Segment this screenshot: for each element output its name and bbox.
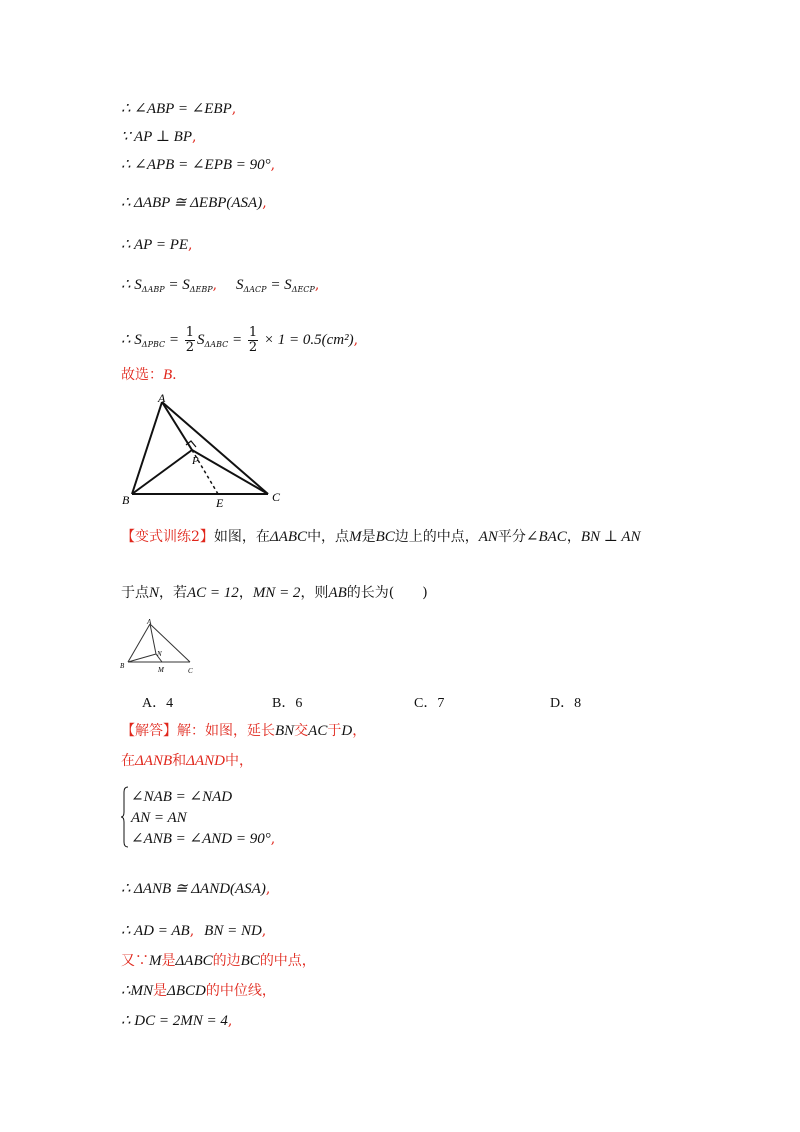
- system-eq-3: ∠ANB = ∠AND = 90°,: [131, 831, 276, 847]
- triangle-figure-2: [116, 616, 202, 678]
- answer-line: 故选：B.: [121, 367, 177, 383]
- label-c: C: [272, 490, 281, 504]
- fraction: $\frac{1}{2}$: [185, 324, 195, 355]
- fraction: $\frac{1}{2}$: [248, 324, 258, 355]
- solution-tag: 【解答】: [121, 723, 177, 739]
- solution-line-7: ∴MN是ΔBCD的中位线，: [121, 983, 276, 999]
- triangle-figure-1: [118, 390, 288, 510]
- label-c: C: [188, 667, 193, 675]
- solution-line-1: 【解答】解：如图，延长BN交AC于D，: [121, 723, 367, 739]
- label-b: B: [122, 493, 130, 507]
- equation: ∵ AP ⊥ BP: [121, 129, 193, 145]
- label-p: P: [192, 455, 199, 467]
- solution-line-5: ∴ AD = AB, BN = ND,: [121, 923, 267, 939]
- step-line-2: ∵ AP ⊥ BP,: [121, 129, 197, 145]
- solution-line-2: 在ΔANB和ΔAND中，: [121, 753, 253, 769]
- solution-line-6: 又∵M是ΔABC的边BC的中点，: [121, 953, 316, 969]
- equation: ∴ ∠APB = ∠EPB = 90°: [121, 157, 271, 173]
- choice-a[interactable]: A．4: [142, 696, 174, 711]
- equation: ∴ ΔABP ≅ ΔEBP(ASA): [121, 195, 263, 211]
- label-n: N: [157, 650, 162, 658]
- equation: ∴ ∠ABP = ∠EBP: [121, 101, 232, 117]
- step-line-7: ∴ $S_{\Delta PBC}$ = $\frac{1}{2}$ $S_{\Delta ABC}$ = $\frac{1}{2}$ × 1 = 0.5(cm²),: [121, 324, 359, 355]
- system-eq-1: ∠NAB = ∠NAD: [131, 789, 233, 805]
- equation: ∴ AP = PE: [121, 237, 189, 253]
- problem-tag: 【变式训练2】: [121, 529, 214, 545]
- solution-line-8: ∴ DC = 2MN = 4,: [121, 1013, 233, 1029]
- solution-line-4: ∴ ΔANB ≅ ΔAND(ASA),: [121, 881, 271, 897]
- system-brace: [121, 786, 129, 848]
- problem-line-1: 【变式训练2】如图，在ΔABC中，点M是BC边上的中点，AN平分∠BAC，BN ⊥ AN: [121, 529, 641, 545]
- choice-d[interactable]: D．8: [550, 696, 582, 711]
- step-line-6: ∴ $S_{\Delta ABP} = S_{\Delta EBP}$, $S_{\Delta ACP} = S_{\Delta ECP}$,: [121, 277, 320, 294]
- label-b: B: [120, 662, 125, 670]
- choice-c[interactable]: C．7: [414, 696, 445, 711]
- problem-line-2: 于点N，若AC = 12，MN = 2，则AB的长为( ): [121, 585, 428, 601]
- label-a: A: [158, 391, 166, 405]
- step-line-1: ∴ ∠ABP = ∠EBP,: [121, 101, 237, 117]
- step-line-3: ∴ ∠APB = ∠EPB = 90°,: [121, 157, 276, 173]
- label-a: A: [147, 618, 152, 626]
- label-m: M: [158, 666, 164, 674]
- system-eq-2: AN = AN: [131, 810, 187, 826]
- choice-b[interactable]: B．6: [272, 696, 303, 711]
- step-line-5: ∴ AP = PE,: [121, 237, 193, 253]
- step-line-4: ∴ ΔABP ≅ ΔEBP(ASA),: [121, 195, 267, 211]
- label-e: E: [216, 496, 224, 510]
